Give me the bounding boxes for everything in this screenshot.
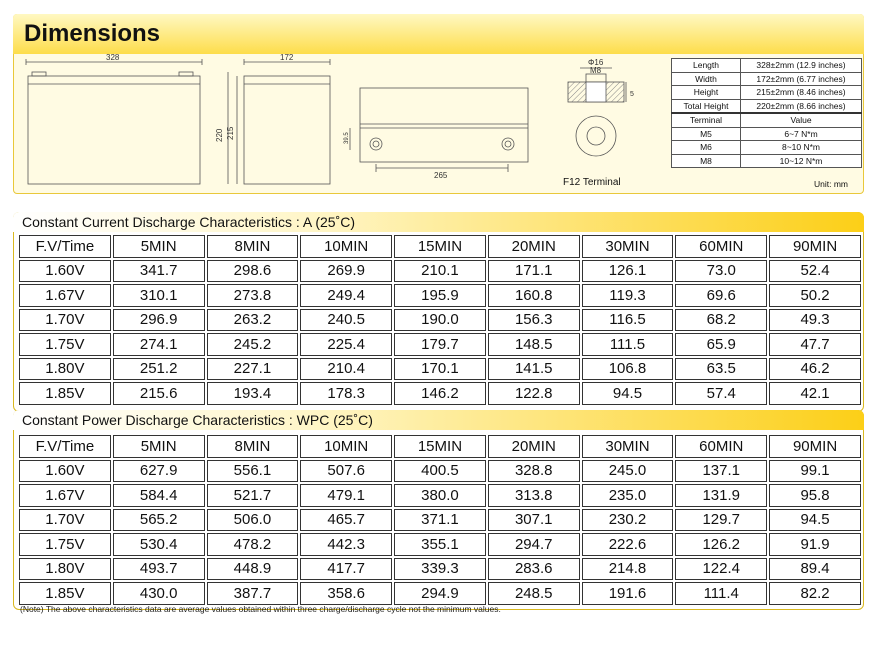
voltage-cell: 1.70V [19,309,111,332]
value-cell: 46.2 [769,358,861,381]
header-cell: 5MIN [113,435,205,458]
table-row [19,460,861,483]
value-cell: 273.8 [207,284,299,307]
table-row [19,582,861,605]
value-cell: 380.0 [394,484,486,507]
header-cell: 20MIN [488,435,580,458]
value-cell: 269.9 [300,260,392,283]
value-cell: 190.0 [394,309,486,332]
value-cell: 94.5 [582,382,674,405]
current-discharge-table [17,233,863,407]
value-cell: 506.0 [207,509,299,532]
spec-row: Height 215±2mm (8.46 inches) [672,86,862,100]
value-cell: 82.2 [769,582,861,605]
value-cell: 245.0 [582,460,674,483]
value-cell: 195.9 [394,284,486,307]
footnote: (Note) The above characteristics data are average values obtained within three charge/discharge cycle not the minimum values. [20,604,501,614]
spec-row: Length 328±2mm (12.9 inches) [672,59,862,73]
header-cell: 8MIN [207,235,299,258]
value-cell: 249.4 [300,284,392,307]
terminal-row: M8 10~12 N*m [672,154,862,168]
table-row [19,358,861,381]
value-cell: 584.4 [113,484,205,507]
terminal-offset-label: 39.5 [344,132,350,144]
header-cell: 60MIN [675,435,767,458]
value-cell: 210.1 [394,260,486,283]
value-cell: 225.4 [300,333,392,356]
value-cell: 465.7 [300,509,392,532]
terminal-header-row: Terminal Value [672,113,862,127]
value-cell: 248.5 [488,582,580,605]
value-cell: 251.2 [113,358,205,381]
header-cell: 30MIN [582,435,674,458]
value-cell: 210.4 [300,358,392,381]
value-cell: 565.2 [113,509,205,532]
value-cell: 170.1 [394,358,486,381]
value-cell: 493.7 [113,558,205,581]
voltage-cell: 1.70V [19,509,111,532]
value-cell: 296.9 [113,309,205,332]
voltage-cell: 1.80V [19,558,111,581]
value-cell: 148.5 [488,333,580,356]
spec-row: Total Height 220±2mm (8.66 inches) [672,99,862,113]
power-discharge-title: Constant Power Discharge Characteristics : WPC (25˚C) [22,412,373,428]
header-cell: 20MIN [488,235,580,258]
value-cell: 215.6 [113,382,205,405]
value-cell: 263.2 [207,309,299,332]
dimensions-title: Dimensions [24,20,161,47]
table-row [19,260,861,283]
length-label: 328 [106,54,120,62]
value-cell: 307.1 [488,509,580,532]
value-cell: 627.9 [113,460,205,483]
voltage-cell: 1.75V [19,533,111,556]
value-cell: 355.1 [394,533,486,556]
header-cell: 8MIN [207,435,299,458]
value-cell: 57.4 [675,382,767,405]
value-cell: 91.9 [769,533,861,556]
header-cell: 5MIN [113,235,205,258]
value-cell: 52.4 [769,260,861,283]
table-row [19,533,861,556]
value-cell: 530.4 [113,533,205,556]
value-cell: 89.4 [769,558,861,581]
bolt-depth-label: 5 [630,91,634,98]
bolt-label: M8 [590,66,602,75]
table-row [19,309,861,332]
spec-row: Width 172±2mm (6.77 inches) [672,72,862,86]
terminal-row: M5 6~7 N*m [672,127,862,141]
table-row [19,284,861,307]
value-cell: 160.8 [488,284,580,307]
terminal-spacing-label: 265 [434,171,448,180]
table-header-row [19,435,861,458]
total-height-label: 215 [226,126,235,140]
header-cell: 60MIN [675,235,767,258]
value-cell: 68.2 [675,309,767,332]
height-label: 220 [215,128,224,142]
unit-label: Unit: mm [814,179,848,189]
value-cell: 371.1 [394,509,486,532]
top-view-drawing [350,88,528,172]
voltage-cell: 1.85V [19,382,111,405]
value-cell: 245.2 [207,333,299,356]
value-cell: 430.0 [113,582,205,605]
value-cell: 63.5 [675,358,767,381]
value-cell: 131.9 [675,484,767,507]
value-cell: 42.1 [769,382,861,405]
terminal-detail-drawing [568,68,626,156]
voltage-cell: 1.67V [19,284,111,307]
value-cell: 94.5 [769,509,861,532]
value-cell: 116.5 [582,309,674,332]
power-discharge-table [17,433,863,607]
table-row [19,558,861,581]
value-cell: 230.2 [582,509,674,532]
value-cell: 214.8 [582,558,674,581]
value-cell: 313.8 [488,484,580,507]
header-cell: 30MIN [582,235,674,258]
header-cell: 90MIN [769,435,861,458]
header-cell: F.V/Time [19,435,111,458]
value-cell: 294.9 [394,582,486,605]
header-cell: 10MIN [300,435,392,458]
value-cell: 122.8 [488,382,580,405]
value-cell: 294.7 [488,533,580,556]
value-cell: 507.6 [300,460,392,483]
header-cell: F.V/Time [19,235,111,258]
value-cell: 171.1 [488,260,580,283]
value-cell: 328.8 [488,460,580,483]
battery-drawings [14,54,664,194]
value-cell: 95.8 [769,484,861,507]
terminal-label: F12 Terminal [563,177,621,188]
table-row [19,382,861,405]
value-cell: 298.6 [207,260,299,283]
header-cell: 10MIN [300,235,392,258]
value-cell: 222.6 [582,533,674,556]
value-cell: 99.1 [769,460,861,483]
value-cell: 126.2 [675,533,767,556]
value-cell: 126.1 [582,260,674,283]
value-cell: 49.3 [769,309,861,332]
value-cell: 179.7 [394,333,486,356]
side-view-drawing [228,59,330,184]
value-cell: 50.2 [769,284,861,307]
value-cell: 111.4 [675,582,767,605]
spec-table [671,58,862,168]
current-discharge-title: Constant Current Discharge Characteristics : A (25˚C) [22,214,356,230]
value-cell: 400.5 [394,460,486,483]
value-cell: 448.9 [207,558,299,581]
value-cell: 178.3 [300,382,392,405]
voltage-cell: 1.80V [19,358,111,381]
header-cell: 15MIN [394,435,486,458]
value-cell: 227.1 [207,358,299,381]
value-cell: 156.3 [488,309,580,332]
value-cell: 283.6 [488,558,580,581]
value-cell: 310.1 [113,284,205,307]
value-cell: 146.2 [394,382,486,405]
table-row [19,509,861,532]
value-cell: 193.4 [207,382,299,405]
terminal-dia-label: Φ16 [588,58,604,67]
value-cell: 73.0 [675,260,767,283]
front-view-drawing [26,59,202,184]
value-cell: 358.6 [300,582,392,605]
header-cell: 90MIN [769,235,861,258]
table-row [19,333,861,356]
voltage-cell: 1.67V [19,484,111,507]
value-cell: 129.7 [675,509,767,532]
voltage-cell: 1.60V [19,460,111,483]
value-cell: 235.0 [582,484,674,507]
voltage-cell: 1.85V [19,582,111,605]
value-cell: 387.7 [207,582,299,605]
value-cell: 274.1 [113,333,205,356]
value-cell: 119.3 [582,284,674,307]
value-cell: 141.5 [488,358,580,381]
value-cell: 111.5 [582,333,674,356]
value-cell: 47.7 [769,333,861,356]
value-cell: 479.1 [300,484,392,507]
value-cell: 417.7 [300,558,392,581]
table-row [19,484,861,507]
width-label: 172 [280,54,294,62]
value-cell: 122.4 [675,558,767,581]
value-cell: 69.6 [675,284,767,307]
voltage-cell: 1.60V [19,260,111,283]
terminal-row: M6 8~10 N*m [672,141,862,155]
value-cell: 339.3 [394,558,486,581]
value-cell: 556.1 [207,460,299,483]
value-cell: 478.2 [207,533,299,556]
value-cell: 341.7 [113,260,205,283]
value-cell: 137.1 [675,460,767,483]
value-cell: 240.5 [300,309,392,332]
table-header-row [19,235,861,258]
value-cell: 521.7 [207,484,299,507]
value-cell: 191.6 [582,582,674,605]
voltage-cell: 1.75V [19,333,111,356]
value-cell: 65.9 [675,333,767,356]
header-cell: 15MIN [394,235,486,258]
value-cell: 442.3 [300,533,392,556]
value-cell: 106.8 [582,358,674,381]
